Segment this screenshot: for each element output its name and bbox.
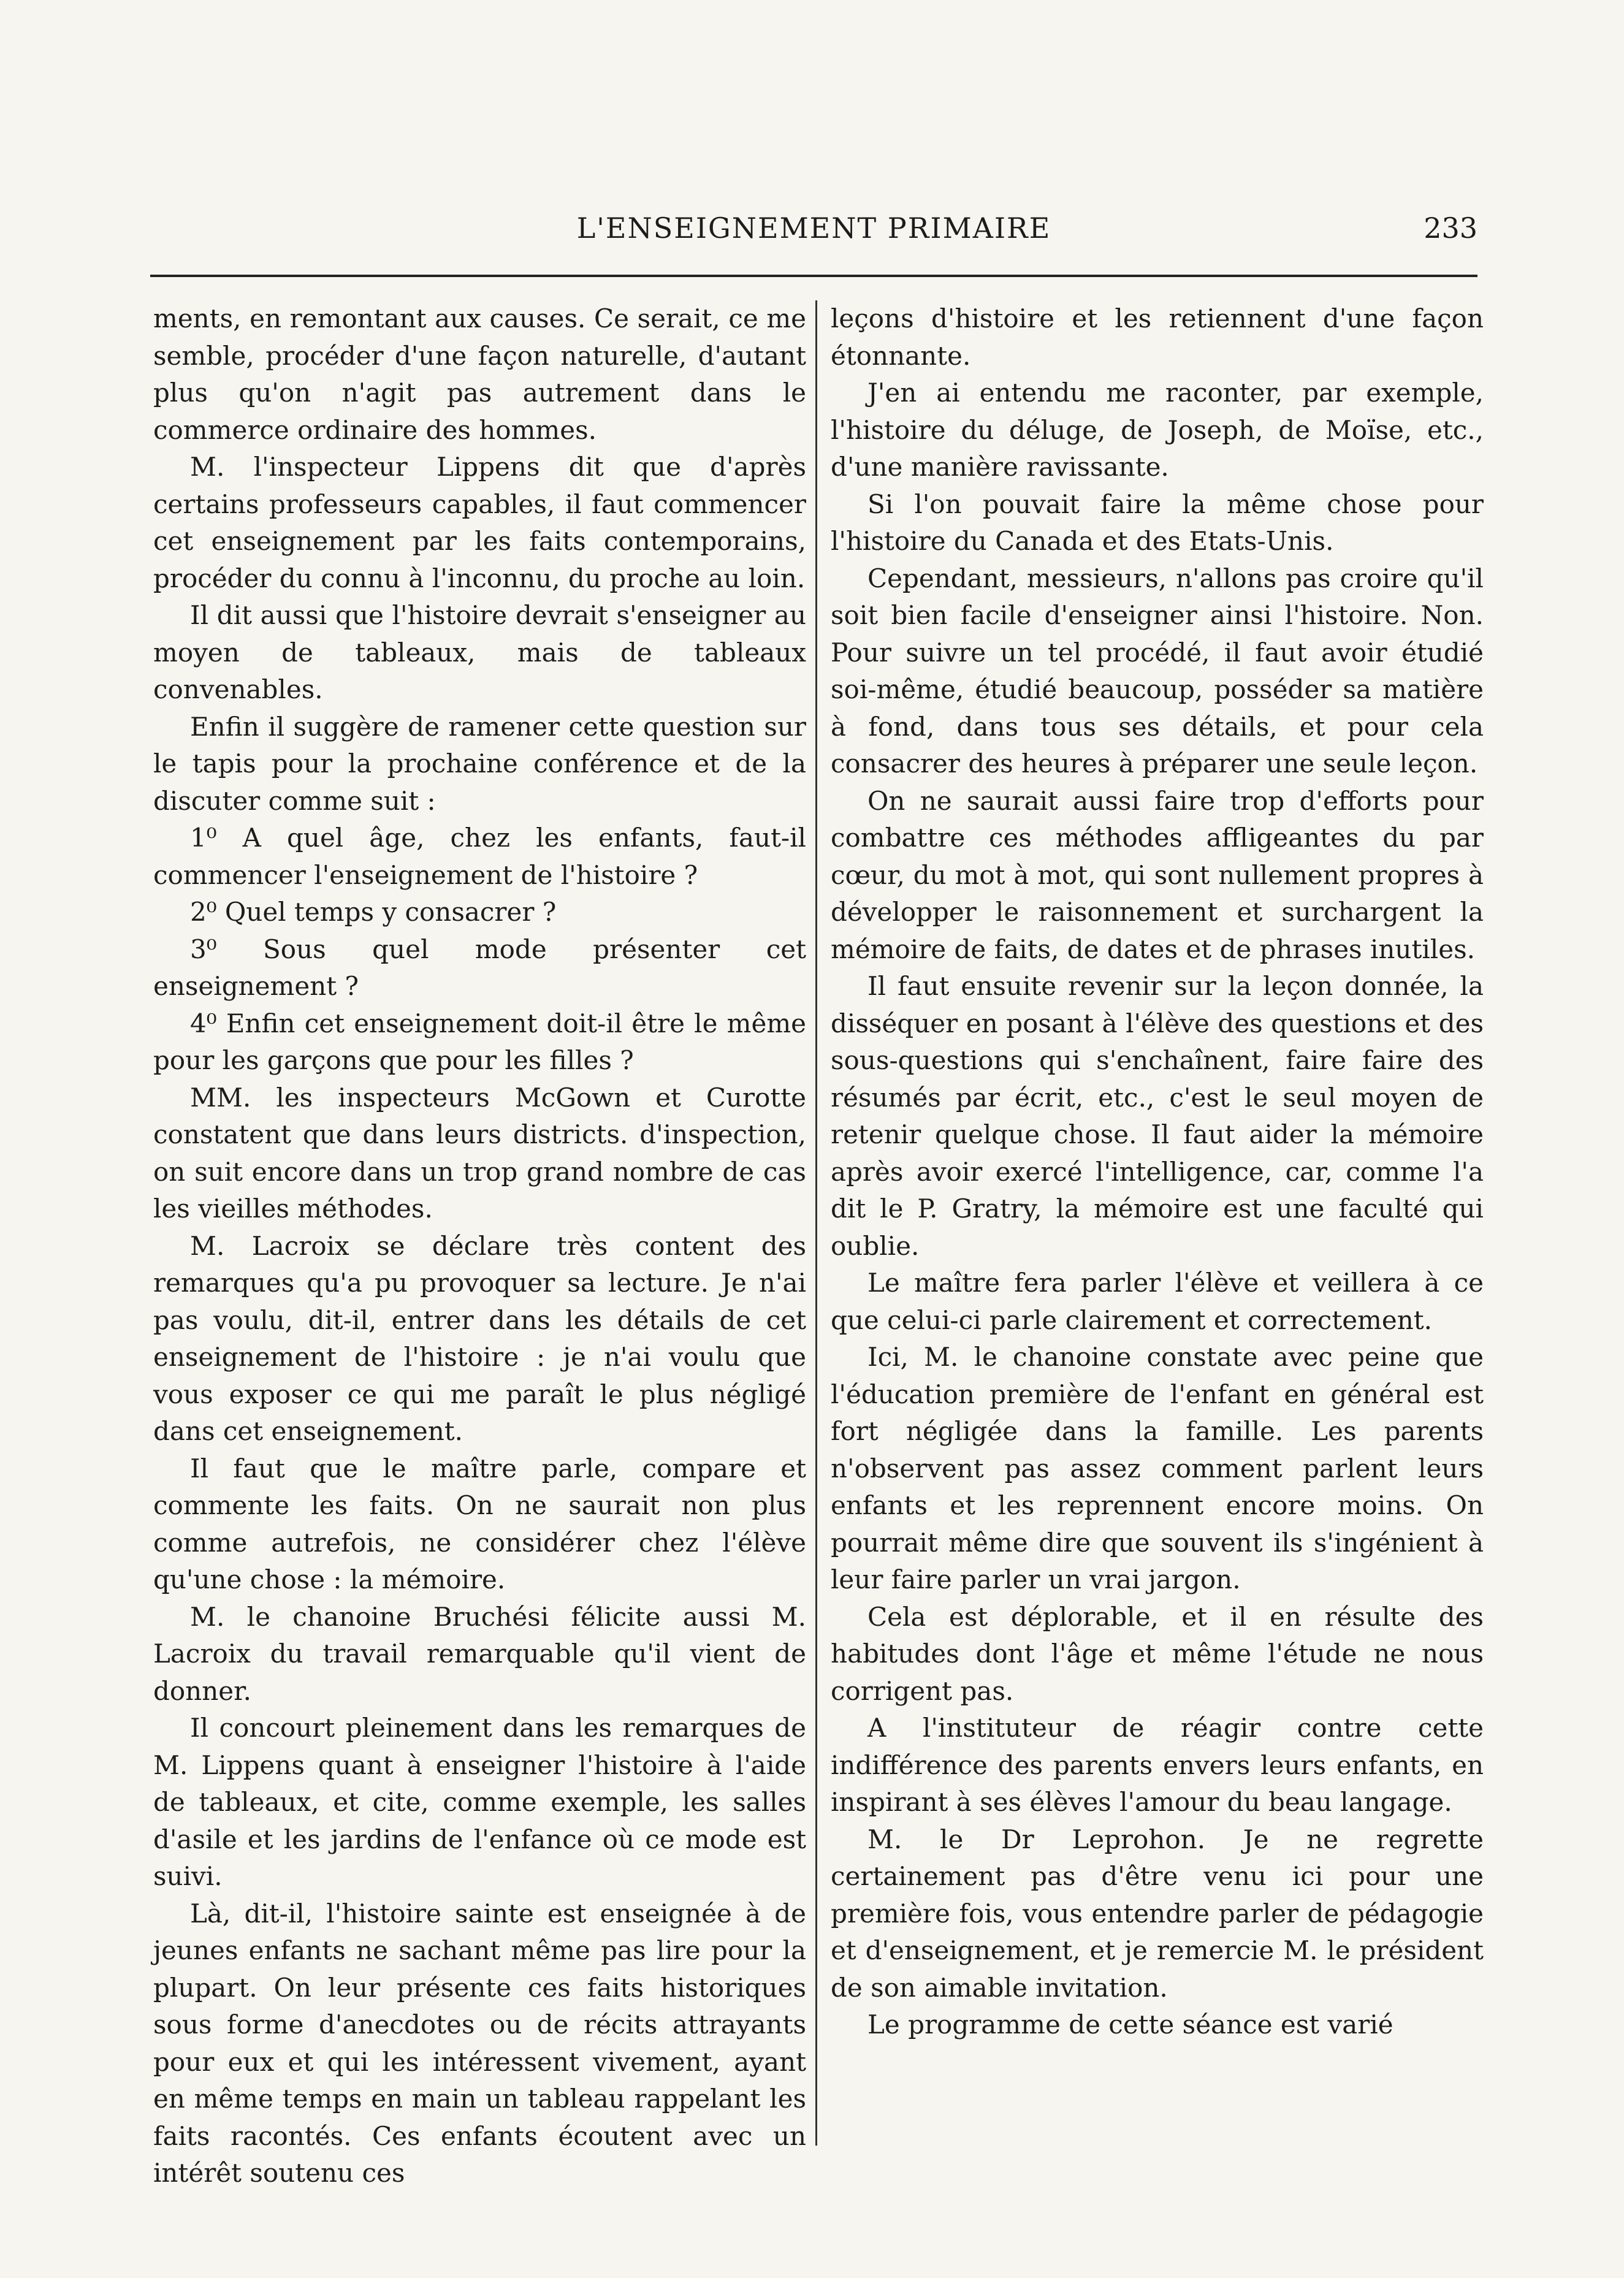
paragraph: Là, dit-il, l'histoire sainte est enseignée à de jeunes enfants ne sachant même pas lire pour la plupart. On leur présente ces faits historiques sous forme d'anecdotes ou de récits attrayants pour eux et qui les intéressent vivement, ayant en même temps en main un tableau rappelant les faits racontés. Ces enfants écoutent avec un intérêt soutenu ces — [153, 1898, 806, 2188]
paragraph: Le maître fera parler l'élève et veillera à ce que celui-ci parle clairement et correctement. — [831, 1268, 1484, 1335]
paragraph: Si l'on pouvait faire la même chose pour l'histoire du Canada et des Etats-Unis. — [831, 489, 1484, 556]
paragraph: Il dit aussi que l'histoire devrait s'enseigner au moyen de tableaux, mais de tableaux convenables. — [153, 600, 806, 704]
paragraph: Le programme de cette séance est varié — [867, 2009, 1393, 2040]
paragraph: On ne saurait aussi faire trop d'efforts pour combattre ces méthodes affligeantes du par cœur, du mot à mot, qui sont nullement propres à développer le raisonnement et surchargent la mémoire de faits, de dates et de phrases inutiles. — [831, 785, 1484, 964]
paragraph: 3⁰ Sous quel mode présenter cet enseignement ? — [153, 934, 806, 1001]
right-column — [831, 300, 1484, 2044]
paragraph: Il faut que le maître parle, compare et commente les faits. On ne saurait non plus comme autrefois, ne considérer chez l'élève qu'une chose : la mémoire. — [153, 1453, 806, 1594]
column-divider — [815, 300, 817, 2146]
paragraph: J'en ai entendu me raconter, par exemple, l'histoire du déluge, de Joseph, de Moïse, etc., d'une manière ravissante. — [831, 378, 1484, 482]
page-header — [150, 211, 1477, 254]
left-column — [153, 300, 806, 2192]
paragraph: M. le Dr Leprohon. Je ne regrette certainement pas d'être venu ici pour une première fois, vous entendre parler de pédagogie et d'enseignement, et je remercie M. le président de son aimable invitation. — [831, 1824, 1484, 2003]
paragraph: MM. les inspecteurs McGown et Curotte constatent que dans leurs districts. d'inspection, on suit encore dans un trop grand nombre de cas les vieilles méthodes. — [153, 1082, 806, 1224]
paragraph: Cela est déplorable, et il en résulte des habitudes dont l'âge et même l'étude ne nous corrigent pas. — [831, 1601, 1484, 1706]
paragraph: 1⁰ A quel âge, chez les enfants, faut-il commencer l'enseignement de l'histoire ? — [153, 823, 806, 890]
page-number: 233 — [1424, 211, 1477, 245]
paragraph: Ici, M. le chanoine constate avec peine que l'éducation première de l'enfant en général est fort négligée dans la famille. Les parents n'observent pas assez comment parlent leurs enfants et les reprennent encore moins. On pourrait même dire que souvent ils s'ingénient à leur faire parler un vrai jargon. — [831, 1342, 1484, 1594]
paragraph: leçons d'histoire et les retiennent d'une façon étonnante. — [831, 303, 1484, 371]
paragraph: 4⁰ Enfin cet enseignement doit-il être le même pour les garçons que pour les filles ? — [153, 1008, 806, 1075]
header-rule — [150, 275, 1477, 277]
running-title: L'ENSEIGNEMENT PRIMAIRE — [576, 211, 1051, 245]
paragraph: 2⁰ Quel temps y consacrer ? — [190, 897, 557, 927]
paragraph: M. le chanoine Bruchési félicite aussi M. Lacroix du travail remarquable qu'il vient de donner. — [153, 1601, 806, 1706]
paragraph: A l'instituteur de réagir contre cette indifférence des parents envers leurs enfants, en inspirant à ses élèves l'amour du beau langage. — [831, 1713, 1484, 1817]
paragraph: Il concourt pleinement dans les remarques de M. Lippens quant à enseigner l'histoire à l'aide de tableaux, et cite, comme exemple, les salles d'asile et les jardins de l'enfance où ce mode est suivi. — [153, 1713, 806, 1891]
paragraph: M. Lacroix se déclare très content des remarques qu'a pu provoquer sa lecture. Je n'ai pas voulu, dit-il, entrer dans les détails de cet enseignement de l'histoire : je n'ai voulu que vous exposer ce qui me paraît le plus négligé dans cet enseignement. — [153, 1230, 806, 1446]
paragraph: ments, en remontant aux causes. Ce serait, ce me semble, procéder d'une façon naturelle, d'autant plus qu'on n'agit pas autrement dans le commerce ordinaire des hommes. — [153, 303, 806, 445]
paragraph: M. l'inspecteur Lippens dit que d'après certains professeurs capables, il faut commencer cet enseignement par les faits contemporains, procéder du connu à l'inconnu, du proche au loin. — [153, 452, 806, 593]
paragraph: Il faut ensuite revenir sur la leçon donnée, la disséquer en posant à l'élève des questions et des sous-questions qui s'enchaînent, faire faire des résumés par écrit, etc., c'est le seul moyen de retenir quelque chose. Il faut aider la mémoire après avoir exercé l'intelligence, car, comme l'a dit le P. Gratry, la mémoire est une faculté qui oublie. — [831, 971, 1484, 1261]
paragraph: Cependant, messieurs, n'allons pas croire qu'il soit bien facile d'enseigner ainsi l'histoire. Non. Pour suivre un tel procédé, il faut avoir étudié soi-même, étudié beaucoup, posséder sa matière à fond, dans tous ses détails, et pour cela consacrer des heures à préparer une seule leçon. — [831, 563, 1484, 779]
paragraph: Enfin il suggère de ramener cette question sur le tapis pour la prochaine conférence et de la discuter comme suit : — [153, 711, 806, 816]
